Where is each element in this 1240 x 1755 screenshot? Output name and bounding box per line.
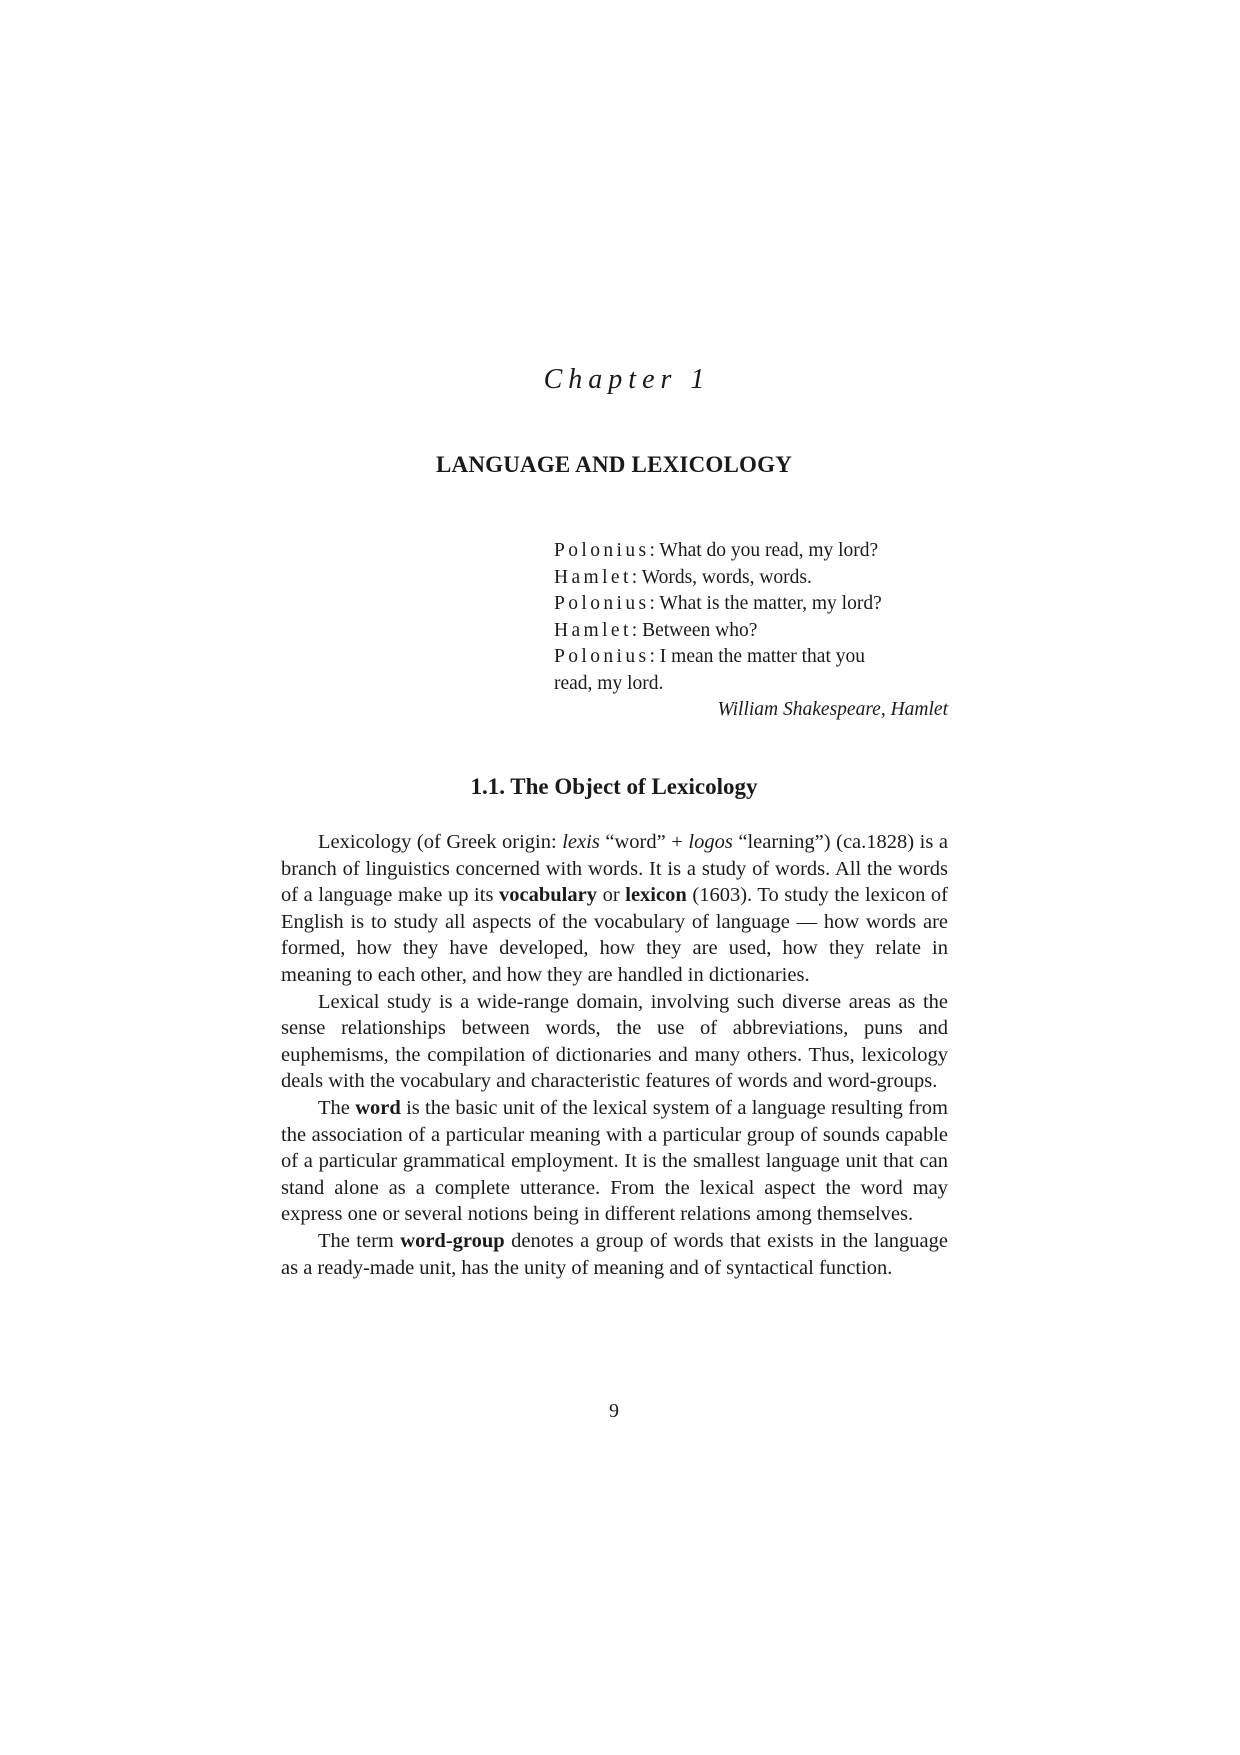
text-run: The term bbox=[318, 1229, 401, 1252]
text-run: “learning”) (ca.1828) is a branch of linguistics concerned with words. It is a study of words. All the words of a language make up its bbox=[281, 831, 948, 907]
epigraph-text: : I mean the matter that you bbox=[649, 646, 865, 667]
body-text bbox=[281, 829, 948, 1281]
chapter-title: LANGUAGE AND LEXICOLOGY bbox=[435, 452, 793, 477]
paragraph bbox=[281, 1095, 948, 1228]
epigraph-line bbox=[554, 565, 948, 592]
epigraph-speaker: Polonius bbox=[554, 540, 650, 561]
epigraph-attribution: William Shakespeare, Hamlet bbox=[717, 699, 948, 720]
epigraph-line bbox=[554, 591, 948, 618]
epigraph bbox=[554, 538, 948, 724]
text-run: is the basic unit of the lexical system of a language resulting from the association of a particular meaning with a particular group of sounds capable of a particular grammatical employment. It is the smallest language unit that can stand alone as a complete utterance. From the lexical aspect the word may express one or several notions being in different relations among themselves. bbox=[281, 1096, 948, 1226]
section-heading: 1.1. The Object of Lexicology bbox=[470, 774, 758, 799]
paragraph bbox=[281, 829, 948, 989]
epigraph-text: : What is the matter, my lord? bbox=[649, 593, 882, 614]
epigraph-text: : Between who? bbox=[631, 619, 758, 641]
paragraph: Lexical study is a wide-range domain, involving such diverse areas as the sense relationships between words, the use of abbreviations, puns and euphemisms, the compilation of dictionaries and many others. Thus, lexicology deals with the vocabulary and characteristic features of words and word-groups. bbox=[281, 990, 948, 1093]
chapter-label: Chapter 1 bbox=[543, 364, 711, 395]
paragraph bbox=[281, 1228, 948, 1281]
epigraph-speaker: Hamlet bbox=[554, 566, 632, 588]
text-run: (1603). To study the lexicon of English is to study all aspects of the vocabulary of language — how words are formed, how they have developed, how they are used, how they relate in meaning to each other, and how they are handled in dictionaries. bbox=[281, 884, 948, 986]
italic-term: lexis bbox=[562, 831, 600, 853]
epigraph-line bbox=[554, 538, 948, 565]
epigraph-text: : What do you read, my lord? bbox=[649, 540, 879, 561]
epigraph-speaker: Polonius bbox=[554, 646, 650, 667]
epigraph-line bbox=[554, 644, 948, 671]
text-run: Lexicology (of Greek origin: bbox=[318, 831, 563, 853]
bold-term: lexicon bbox=[625, 884, 687, 907]
text-run: denotes a group of words that exists in the language as a ready-made unit, has the unity of meaning and of syntactical function. bbox=[281, 1229, 948, 1279]
epigraph-line bbox=[554, 618, 948, 645]
bold-term: word-group bbox=[400, 1229, 505, 1252]
text-run: “word” + bbox=[599, 831, 689, 853]
epigraph-text: : Words, words, words. bbox=[631, 566, 812, 588]
text-run: or bbox=[596, 884, 626, 907]
page-number: 9 bbox=[609, 1400, 619, 1422]
bold-term: vocabulary bbox=[499, 884, 597, 907]
bold-term: word bbox=[355, 1096, 401, 1119]
epigraph-speaker: Hamlet bbox=[554, 619, 632, 641]
italic-term: logos bbox=[688, 831, 733, 853]
epigraph-speaker: Polonius bbox=[554, 593, 650, 614]
epigraph-continuation: read, my lord. bbox=[554, 672, 664, 694]
text-run: The bbox=[318, 1096, 356, 1119]
